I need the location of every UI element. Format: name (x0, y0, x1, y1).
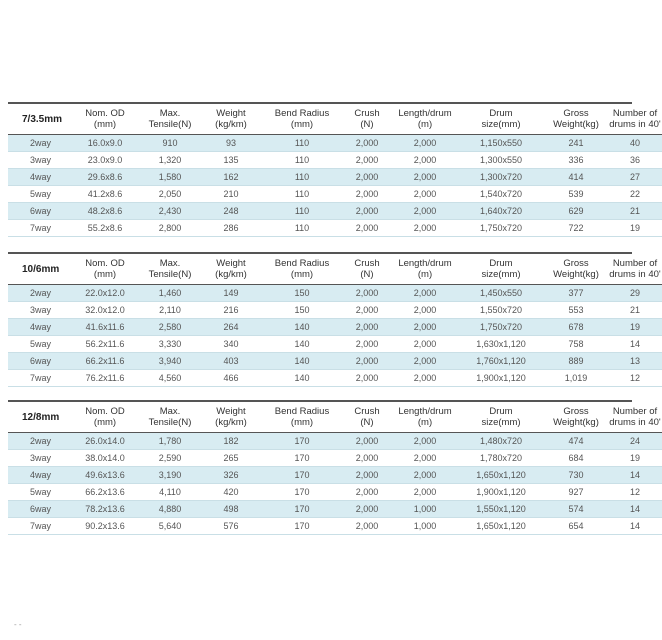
header-bend-radius (262, 104, 342, 135)
header-line: Tensile(N) (148, 269, 192, 280)
cell-length-per-drum: 2,000 (413, 436, 437, 446)
cell-gross-weight: 1,019 (564, 373, 588, 383)
cell-number-of-drums: 12 (629, 487, 640, 497)
cell-crush: 2,000 (355, 155, 379, 165)
cell-gross-weight: 758 (568, 339, 584, 349)
cell-nom-od: 56.2x11.6 (85, 339, 125, 349)
header-line: Number of (612, 258, 658, 269)
cell-nom-od: 49.6x13.6 (85, 470, 125, 480)
cell-drum-size: 1,480x720 (479, 436, 523, 446)
cell-bend-radius: 110 (294, 206, 310, 216)
header-line: Nom. OD (85, 258, 125, 269)
cell-max-tensile: 2,050 (158, 189, 182, 199)
header-line: (kg/km) (215, 269, 247, 280)
cell-max-tensile: 3,190 (158, 470, 182, 480)
header-drum-size (458, 402, 544, 433)
cell-drum-size: 1,750x720 (479, 223, 523, 233)
header-max-tensile (140, 402, 200, 433)
header-number-of-drums (608, 254, 662, 285)
cell-number-of-drums: 19 (629, 322, 640, 332)
header-line: Gross (563, 108, 589, 119)
cell-bend-radius: 170 (294, 470, 310, 480)
cell-gross-weight: 678 (568, 322, 584, 332)
header-weight (200, 104, 262, 135)
table-row (8, 353, 662, 370)
cell-max-tensile: 3,940 (158, 356, 182, 366)
cell-crush: 2,000 (355, 172, 379, 182)
header-line: Gross (563, 258, 589, 269)
cell-crush: 2,000 (355, 305, 379, 315)
header-length-per-drum (392, 254, 458, 285)
cell-length-per-drum: 2,000 (413, 155, 437, 165)
cell-gross-weight: 553 (568, 305, 584, 315)
header-line: Weight(kg) (553, 269, 599, 280)
header-line: Length/drum (398, 258, 452, 269)
header-line: Length/drum (398, 108, 452, 119)
header-line: Weight (216, 406, 246, 417)
cell-drum-size: 1,780x720 (479, 453, 523, 463)
cell-number-of-drums: 14 (629, 504, 640, 514)
table-row (8, 285, 662, 302)
cell-drum-size: 1,150x550 (479, 138, 523, 148)
cell-length-per-drum: 2,000 (413, 487, 437, 497)
cell-gross-weight: 574 (568, 504, 584, 514)
cell-crush: 2,000 (355, 487, 379, 497)
cell-weight: 248 (223, 206, 239, 216)
header-line: Tensile(N) (148, 417, 192, 428)
cell-drum-size: 1,550x1,120 (476, 504, 526, 514)
cell-max-tensile: 4,110 (159, 487, 181, 497)
cell-length-per-drum: 2,000 (413, 138, 437, 148)
header-line: (mm) (290, 269, 314, 280)
header-line: Drum (489, 258, 513, 269)
header-length-per-drum (392, 402, 458, 433)
table-header-row (8, 254, 662, 285)
cell-weight: 265 (223, 453, 239, 463)
header-line: drums in 40' (609, 119, 661, 130)
cell-crush: 2,000 (355, 223, 379, 233)
cell-max-tensile: 2,800 (158, 223, 182, 233)
cell-number-of-drums: 36 (629, 155, 640, 165)
cell-way: 6way (30, 206, 52, 216)
cell-length-per-drum: 2,000 (413, 189, 437, 199)
cell-max-tensile: 1,580 (158, 172, 182, 182)
cell-nom-od: 41.2x8.6 (87, 189, 123, 199)
cell-bend-radius: 110 (294, 189, 310, 199)
header-nom-od (70, 402, 140, 433)
cell-max-tensile: 1,320 (158, 155, 182, 165)
cell-bend-radius: 150 (294, 288, 310, 298)
cell-bend-radius: 170 (294, 453, 310, 463)
spec-table (8, 254, 662, 387)
header-crush (342, 254, 392, 285)
cable-type-label: 7/3.5mm (22, 113, 63, 125)
cell-crush: 2,000 (355, 206, 379, 216)
cell-bend-radius: 140 (294, 339, 310, 349)
cell-gross-weight: 684 (568, 453, 584, 463)
cell-way: 7way (30, 223, 52, 233)
cell-number-of-drums: 19 (629, 453, 640, 463)
cell-weight: 210 (223, 189, 239, 199)
cell-bend-radius: 170 (294, 504, 310, 514)
header-line: (mm) (93, 417, 117, 428)
header-line: (mm) (290, 119, 314, 130)
cell-length-per-drum: 2,000 (413, 206, 437, 216)
cell-gross-weight: 889 (568, 356, 584, 366)
cell-number-of-drums: 13 (629, 356, 640, 366)
table-row (8, 135, 662, 152)
cell-drum-size: 1,900x1,120 (476, 373, 526, 383)
cell-weight: 466 (223, 373, 239, 383)
cell-way: 2way (30, 138, 52, 148)
cell-length-per-drum: 2,000 (413, 305, 437, 315)
cell-crush: 2,000 (355, 356, 379, 366)
table-row (8, 302, 662, 319)
cell-number-of-drums: 14 (629, 470, 640, 480)
cell-crush: 2,000 (355, 453, 379, 463)
header-line: Gross (563, 406, 589, 417)
cell-gross-weight: 654 (568, 521, 584, 531)
cell-weight: 403 (223, 356, 239, 366)
cell-max-tensile: 2,110 (159, 305, 181, 315)
cell-crush: 2,000 (355, 436, 379, 446)
cell-way: 7way (30, 373, 52, 383)
header-line: Max. (159, 406, 181, 417)
cell-length-per-drum: 2,000 (413, 470, 437, 480)
cell-crush: 2,000 (355, 138, 379, 148)
header-line: (mm) (93, 269, 117, 280)
cell-bend-radius: 140 (294, 373, 310, 383)
cell-number-of-drums: 40 (629, 138, 640, 148)
cell-bend-radius: 110 (294, 138, 310, 148)
header-nom-od (70, 254, 140, 285)
cell-nom-od: 66.2x13.6 (85, 487, 125, 497)
cell-way: 3way (30, 305, 52, 315)
cell-nom-od: 90.2x13.6 (85, 521, 125, 531)
cell-gross-weight: 927 (568, 487, 584, 497)
cell-bend-radius: 110 (294, 172, 310, 182)
cell-drum-size: 1,760x1,120 (476, 356, 526, 366)
cell-max-tensile: 1,780 (158, 436, 182, 446)
table-row (8, 152, 662, 169)
cell-nom-od: 41.6x11.6 (85, 322, 125, 332)
header-line: Max. (159, 258, 181, 269)
cell-nom-od: 38.0x14.0 (85, 453, 125, 463)
cell-crush: 2,000 (355, 521, 379, 531)
table-row (8, 518, 662, 535)
header-line: (N) (360, 417, 374, 428)
header-crush (342, 104, 392, 135)
cell-way: 7way (30, 521, 52, 531)
cell-crush: 2,000 (355, 470, 379, 480)
cell-number-of-drums: 21 (629, 206, 640, 216)
cell-gross-weight: 730 (568, 470, 584, 480)
cell-bend-radius: 110 (294, 223, 310, 233)
header-line: (N) (360, 119, 374, 130)
header-gross-weight (544, 104, 608, 135)
header-number-of-drums (608, 104, 662, 135)
header-line: Drum (489, 108, 513, 119)
cell-way: 6way (30, 356, 52, 366)
header-line: Weight (216, 108, 246, 119)
cell-nom-od: 16.0x9.0 (87, 138, 123, 148)
cell-nom-od: 32.0x12.0 (85, 305, 125, 315)
cell-drum-size: 1,540x720 (479, 189, 523, 199)
spec-table-section (8, 102, 661, 237)
cell-number-of-drums: 22 (629, 189, 640, 199)
cell-number-of-drums: 27 (629, 172, 640, 182)
header-line: Tensile(N) (148, 119, 192, 130)
cell-max-tensile: 2,580 (158, 322, 182, 332)
header-nom-od (70, 104, 140, 135)
table-row (8, 450, 662, 467)
cell-drum-size: 1,650x1,120 (476, 521, 526, 531)
header-drum-size (458, 254, 544, 285)
header-line: drums in 40' (609, 269, 661, 280)
table-row (8, 186, 662, 203)
header-drum-size (458, 104, 544, 135)
table-row (8, 433, 662, 450)
cell-nom-od: 78.2x13.6 (85, 504, 125, 514)
cell-crush: 2,000 (355, 288, 379, 298)
cell-crush: 2,000 (355, 339, 379, 349)
cell-nom-od: 29.6x8.6 (87, 172, 123, 182)
cell-bend-radius: 140 (294, 322, 310, 332)
header-line: (mm) (93, 119, 117, 130)
header-max-tensile (140, 104, 200, 135)
cell-drum-size: 1,550x720 (479, 305, 523, 315)
table-row (8, 319, 662, 336)
spec-table (8, 402, 662, 535)
cell-drum-size: 1,630x1,120 (476, 339, 526, 349)
cell-weight: 93 (225, 138, 236, 148)
cell-bend-radius: 110 (294, 155, 310, 165)
cell-crush: 2,000 (355, 189, 379, 199)
cell-gross-weight: 629 (568, 206, 584, 216)
header-line: size(mm) (481, 417, 521, 428)
cell-nom-od: 26.0x14.0 (85, 436, 125, 446)
cell-number-of-drums: 29 (629, 288, 640, 298)
cell-drum-size: 1,640x720 (479, 206, 523, 216)
cell-bend-radius: 170 (294, 521, 310, 531)
cell-way: 4way (30, 322, 52, 332)
cell-length-per-drum: 2,000 (413, 223, 437, 233)
cell-length-per-drum: 2,000 (413, 288, 437, 298)
header-line: (m) (417, 269, 433, 280)
header-line: Max. (159, 108, 181, 119)
cell-drum-size: 1,650x1,120 (476, 470, 526, 480)
header-line: (kg/km) (215, 417, 247, 428)
cell-bend-radius: 140 (294, 356, 310, 366)
cell-weight: 498 (223, 504, 239, 514)
cell-nom-od: 55.2x8.6 (87, 223, 123, 233)
cell-bend-radius: 170 (294, 436, 310, 446)
cell-weight: 182 (223, 436, 239, 446)
table-row (8, 220, 662, 237)
header-gross-weight (544, 402, 608, 433)
spec-table (8, 104, 662, 237)
header-line: (N) (360, 269, 374, 280)
cell-bend-radius: 170 (294, 487, 310, 497)
header-line: Number of (612, 108, 658, 119)
table-row (8, 169, 662, 186)
header-line: (mm) (290, 417, 314, 428)
cell-number-of-drums: 24 (629, 436, 640, 446)
cell-max-tensile: 2,590 (158, 453, 182, 463)
cell-crush: 2,000 (355, 504, 379, 514)
header-line: Bend Radius (274, 108, 330, 119)
cell-weight: 162 (223, 172, 239, 182)
cell-crush: 2,000 (355, 373, 379, 383)
cell-weight: 340 (223, 339, 239, 349)
header-line: Drum (489, 406, 513, 417)
header-crush (342, 402, 392, 433)
header-weight (200, 254, 262, 285)
cell-weight: 420 (223, 487, 239, 497)
cell-max-tensile: 1,460 (158, 288, 182, 298)
cell-gross-weight: 377 (568, 288, 584, 298)
table-row (8, 370, 662, 387)
table-row (8, 336, 662, 353)
table-row (8, 467, 662, 484)
spec-table-section (8, 252, 661, 387)
cell-length-per-drum: 2,000 (413, 322, 437, 332)
table-row (8, 484, 662, 501)
cable-type-label: 12/8mm (22, 411, 60, 423)
header-line: Crush (354, 108, 380, 119)
header-gross-weight (544, 254, 608, 285)
cell-weight: 576 (223, 521, 239, 531)
header-line: Length/drum (398, 406, 452, 417)
cell-drum-size: 1,900x1,120 (476, 487, 526, 497)
header-line: Bend Radius (274, 258, 330, 269)
header-line: Bend Radius (274, 406, 330, 417)
header-weight (200, 402, 262, 433)
header-line: Weight(kg) (553, 417, 599, 428)
header-bend-radius (262, 254, 342, 285)
header-length-per-drum (392, 104, 458, 135)
cell-number-of-drums: 21 (629, 305, 640, 315)
cell-way: 2way (30, 288, 52, 298)
spec-table-section (8, 400, 661, 535)
header-line: Nom. OD (85, 406, 125, 417)
header-line: Number of (612, 406, 658, 417)
cell-weight: 286 (223, 223, 239, 233)
cell-length-per-drum: 2,000 (413, 172, 437, 182)
cell-weight: 216 (223, 305, 239, 315)
cell-number-of-drums: 14 (629, 521, 640, 531)
cell-weight: 264 (223, 322, 239, 332)
cell-bend-radius: 150 (294, 305, 310, 315)
cell-way: 3way (30, 155, 52, 165)
cell-length-per-drum: 2,000 (413, 373, 437, 383)
cell-gross-weight: 722 (568, 223, 584, 233)
cell-drum-size: 1,300x720 (479, 172, 523, 182)
cell-nom-od: 66.2x11.6 (85, 356, 125, 366)
cell-drum-size: 1,450x550 (479, 288, 523, 298)
cell-gross-weight: 241 (568, 138, 584, 148)
cell-way: 4way (30, 172, 52, 182)
cell-max-tensile: 4,880 (158, 504, 182, 514)
cell-way: 4way (30, 470, 52, 480)
header-line: (m) (417, 119, 433, 130)
cell-gross-weight: 539 (568, 189, 584, 199)
cell-way: 6way (30, 504, 52, 514)
table-row (8, 501, 662, 518)
cell-max-tensile: 5,640 (158, 521, 182, 531)
cell-nom-od: 23.0x9.0 (87, 155, 123, 165)
header-line: Weight(kg) (553, 119, 599, 130)
cell-max-tensile: 3,330 (158, 339, 182, 349)
header-line: drums in 40' (609, 417, 661, 428)
cell-gross-weight: 336 (568, 155, 584, 165)
cell-weight: 135 (223, 155, 239, 165)
cell-weight: 149 (223, 288, 239, 298)
table-row (8, 203, 662, 220)
header-bend-radius (262, 402, 342, 433)
cell-way: 2way (30, 436, 52, 446)
cell-max-tensile: 4,560 (158, 373, 182, 383)
cell-number-of-drums: 14 (629, 339, 640, 349)
cell-gross-weight: 474 (568, 436, 584, 446)
header-line: size(mm) (481, 119, 521, 130)
cell-gross-weight: 414 (568, 172, 584, 182)
cell-length-per-drum: 2,000 (413, 356, 437, 366)
cell-max-tensile: 2,430 (158, 206, 182, 216)
cell-drum-size: 1,750x720 (479, 322, 523, 332)
table-header-row (8, 104, 662, 135)
cable-type-label: 10/6mm (22, 263, 60, 275)
header-line: Nom. OD (85, 108, 125, 119)
cell-way: 3way (30, 453, 52, 463)
header-line: (kg/km) (215, 119, 247, 130)
header-line: Weight (216, 258, 246, 269)
table-header-row (8, 402, 662, 433)
cell-length-per-drum: 2,000 (413, 453, 437, 463)
cell-max-tensile: 910 (162, 138, 178, 148)
cell-way: 5way (30, 339, 52, 349)
header-max-tensile (140, 254, 200, 285)
cell-nom-od: 22.0x12.0 (85, 288, 125, 298)
cell-length-per-drum: 2,000 (413, 339, 437, 349)
cell-number-of-drums: 19 (629, 223, 640, 233)
cell-length-per-drum: 1,000 (413, 504, 437, 514)
header-line: Crush (354, 406, 380, 417)
cell-way: 5way (30, 487, 52, 497)
header-line: (m) (417, 417, 433, 428)
header-line: size(mm) (481, 269, 521, 280)
cell-crush: 2,000 (355, 322, 379, 332)
cell-drum-size: 1,300x550 (479, 155, 523, 165)
cell-nom-od: 48.2x8.6 (87, 206, 123, 216)
page-mark: - - (14, 620, 22, 629)
cell-way: 5way (30, 189, 52, 199)
header-line: Crush (354, 258, 380, 269)
cell-number-of-drums: 12 (629, 373, 640, 383)
cell-length-per-drum: 1,000 (413, 521, 437, 531)
header-number-of-drums (608, 402, 662, 433)
cell-weight: 326 (223, 470, 239, 480)
cell-nom-od: 76.2x11.6 (85, 373, 125, 383)
